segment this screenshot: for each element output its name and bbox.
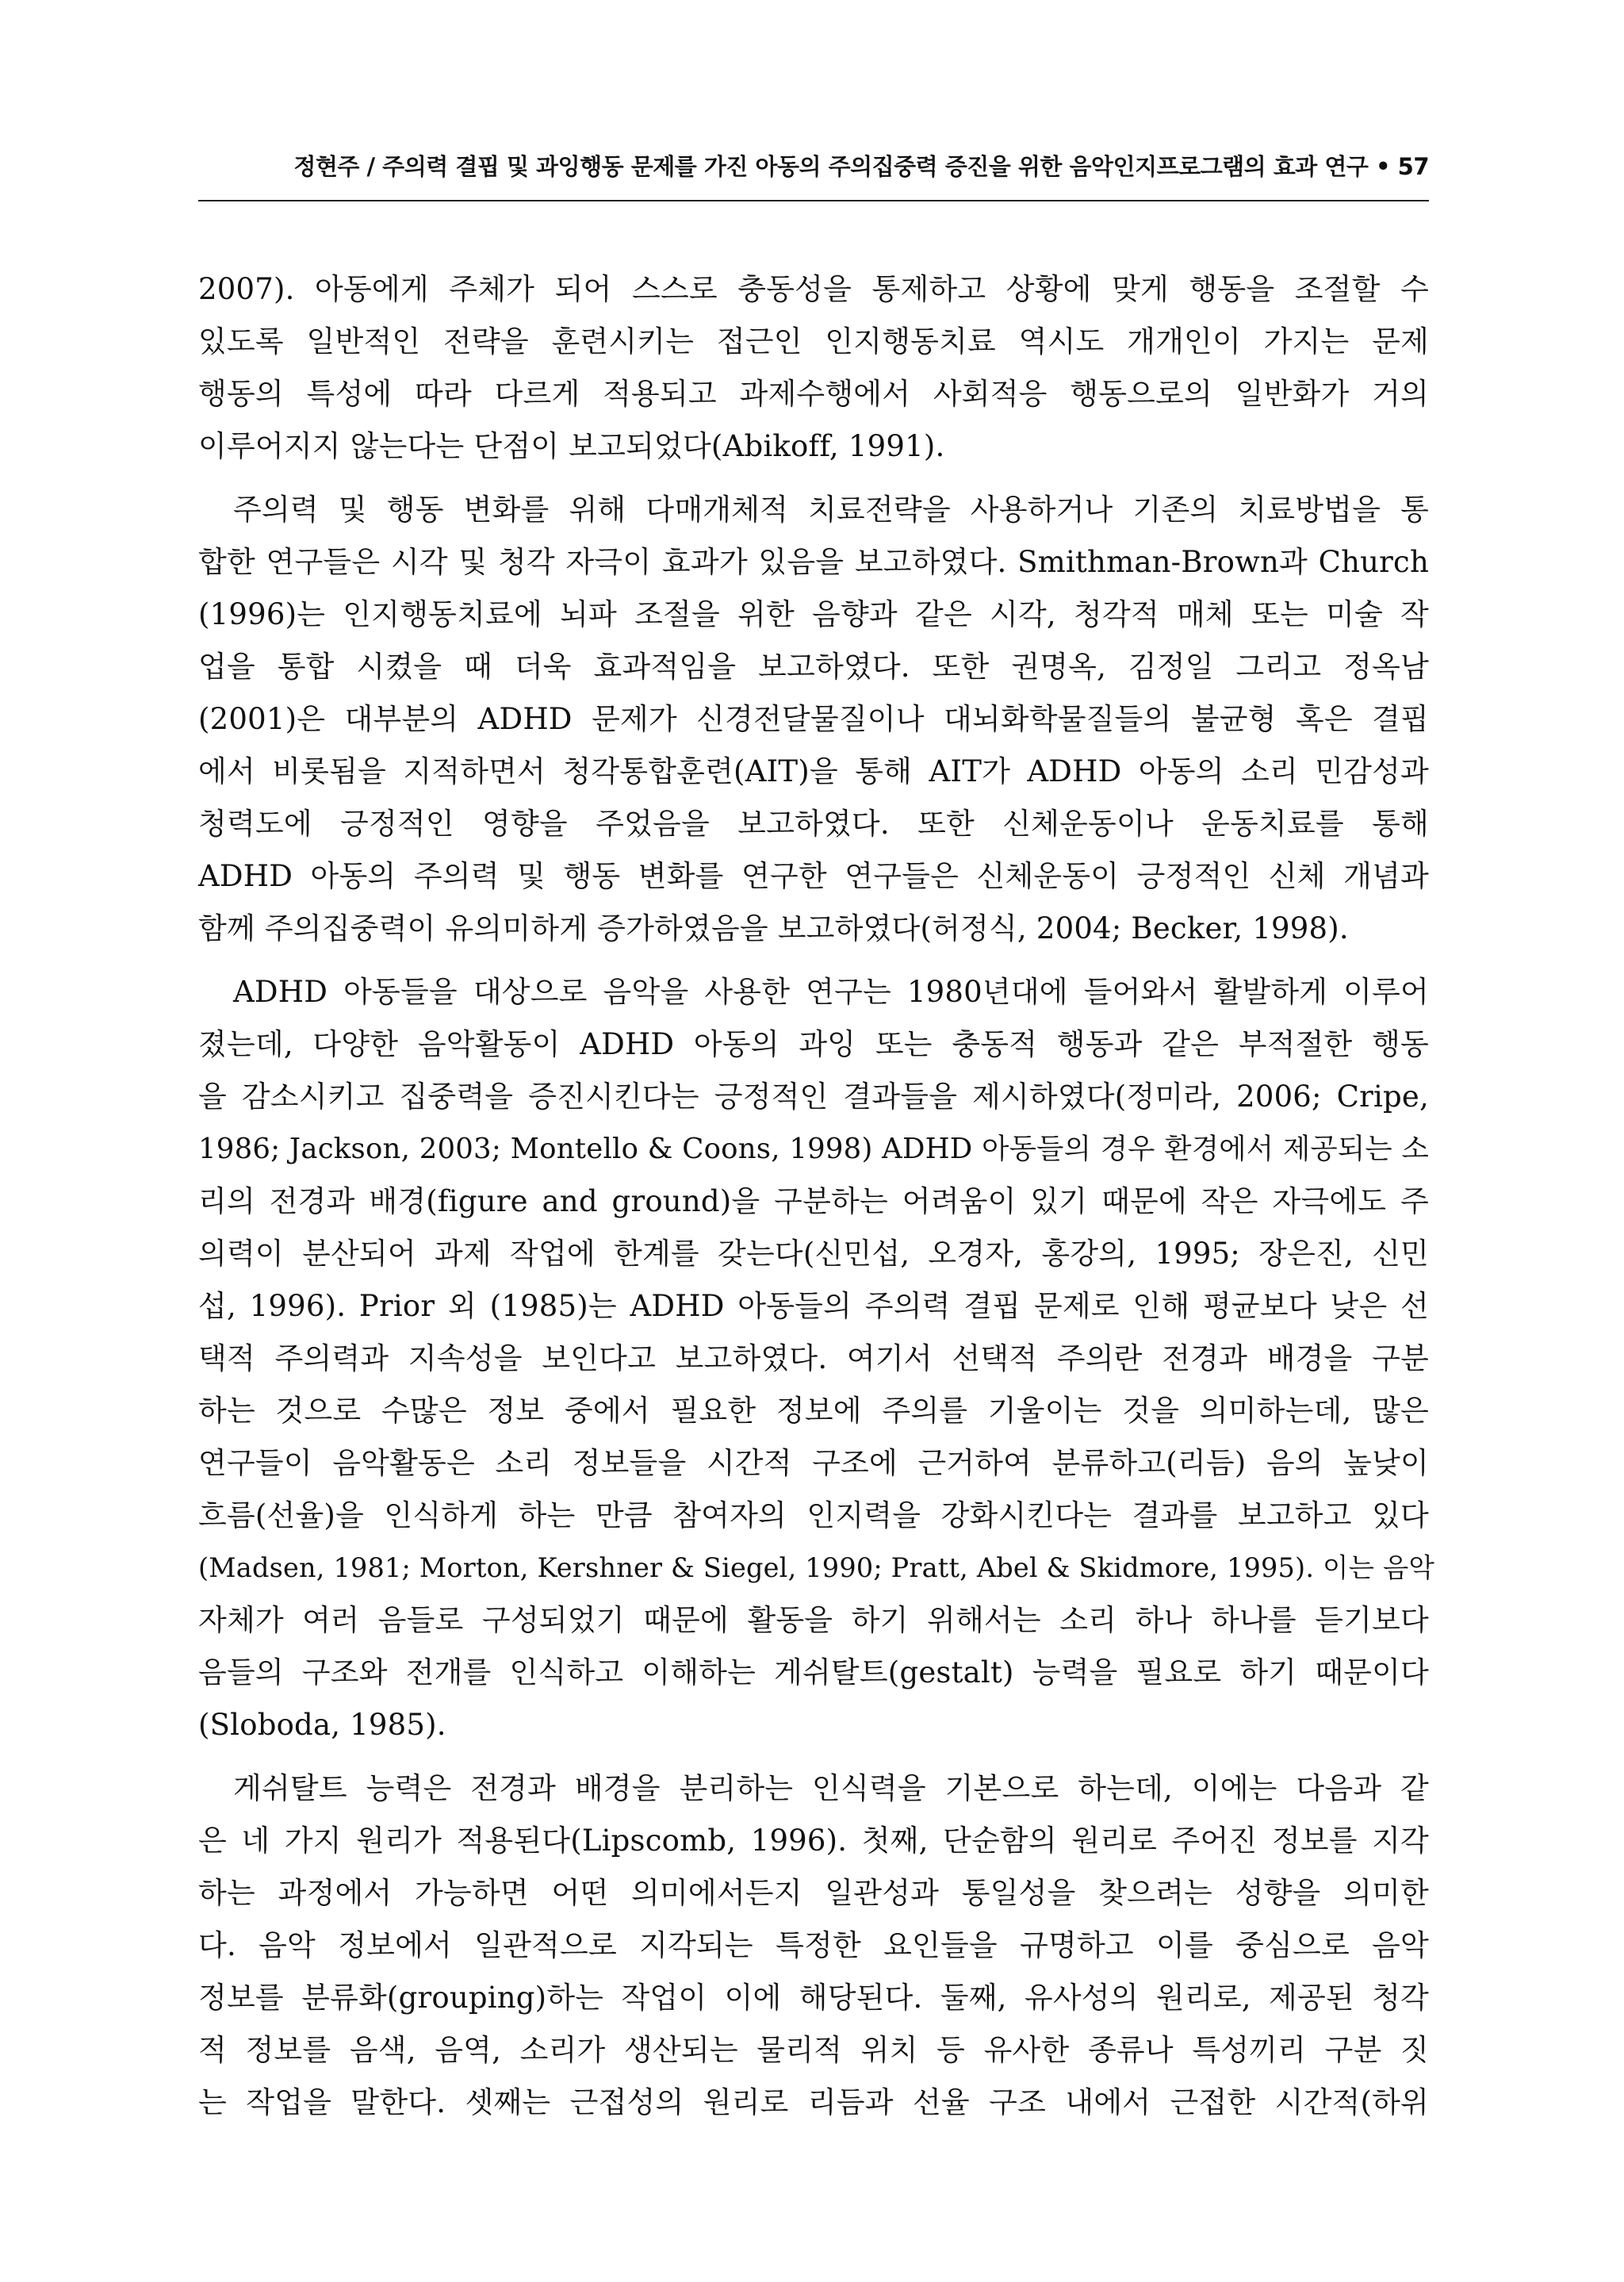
text-line: 은 네 가지 원리가 적용된다(Lipscomb, 1996). 첫째, 단순함의 원리로 주어진 정보를 지각 (198, 1824, 1429, 1858)
text-line: 졌는데, 다양한 음악활동이 ADHD 아동의 과잉 또는 충동적 행동과 같은 부적절한 행동 (198, 1027, 1429, 1061)
text-line: 는 작업을 말한다. 셋째는 근접성의 원리로 리듬과 선율 구조 내에서 근접한 시간적(하위 (198, 2085, 1429, 2119)
text-line: 업을 통합 시켰을 때 더욱 효과적임을 보고하였다. 또한 권명옥, 김정일 그리고 정옥남 (198, 650, 1429, 684)
text-line: 다. 음악 정보에서 일관적으로 지각되는 특정한 요인들을 규명하고 이를 중심으로 음악 (198, 1928, 1429, 1962)
text-line: 게쉬탈트 능력은 전경과 배경을 분리하는 인식력을 기본으로 하는데, 이에는 다음과 같 (233, 1771, 1429, 1805)
text-line: 에서 비롯됨을 지적하면서 청각통합훈련(AIT)을 통해 AIT가 ADHD 아동의 소리 민감성과 (198, 754, 1429, 788)
text-line: 함께 주의집중력이 유의미하게 증가하였음을 보고하였다(허정식, 2004; Becker, 1998). (198, 911, 1349, 945)
text-line: 연구들이 음악활동은 소리 정보들을 시간적 구조에 근거하여 분류하고(리듬) 음의 높낮이 (198, 1446, 1429, 1480)
text-line: 하는 과정에서 가능하면 어떤 의미에서든지 일관성과 통일성을 찾으려는 성향을 의미한 (198, 1876, 1429, 1910)
text-line: 의력이 분산되어 과제 작업에 한계를 갖는다(신민섭, 오경자, 홍강의, 1995; 장은진, 신민 (198, 1237, 1429, 1271)
text-line: 적 정보를 음색, 음역, 소리가 생산되는 물리적 위치 등 유사한 종류나 특성끼리 구분 짓 (198, 2033, 1429, 2067)
text-line: (2001)은 대부분의 ADHD 문제가 신경전달물질이나 대뇌화학물질들의 불균형 혹은 결핍 (198, 702, 1429, 736)
header-rule (198, 200, 1429, 201)
paragraph-2 (198, 484, 1429, 955)
text-line: 하는 것으로 수많은 정보 중에서 필요한 정보에 주의를 기울이는 것을 의미하는데, 많은 (198, 1394, 1429, 1428)
text-line: (1996)는 인지행동치료에 뇌파 조절을 위한 음향과 같은 시각, 청각적 매체 또는 미술 작 (198, 597, 1429, 631)
paragraph-4 (198, 1762, 1429, 2129)
text-line: 행동의 특성에 따라 다르게 적용되고 과제수행에서 사회적응 행동으로의 일반화가 거의 (198, 377, 1429, 411)
text-line: 택적 주의력과 지속성을 보인다고 보고하였다. 여기서 선택적 주의란 전경과 배경을 구분 (198, 1341, 1429, 1375)
text-line: 있도록 일반적인 전략을 훈련시키는 접근인 인지행동치료 역시도 개개인이 가지는 문제 (198, 324, 1429, 359)
text-line: 을 감소시키고 집중력을 증진시킨다는 긍정적인 결과들을 제시하였다(정미라, 2006; Cripe, (198, 1080, 1429, 1114)
text-line: 이루어지지 않는다는 단점이 보고되었다(Abikoff, 1991). (198, 429, 945, 463)
text-line: 정보를 분류화(grouping)하는 작업이 이에 해당된다. 둘째, 유사성의 원리로, 제공된 청각 (198, 1981, 1429, 2015)
text-line: 음들의 구조와 전개를 인식하고 이해하는 게쉬탈트(gestalt) 능력을 필요로 하기 때문이다 (198, 1655, 1429, 1689)
text-line: 청력도에 긍정적인 영향을 주었음을 보고하였다. 또한 신체운동이나 운동치료를 통해 (198, 807, 1429, 841)
running-head: 정현주 / 주의력 결핍 및 과잉행동 문제를 가진 아동의 주의집중력 증진을 위한 음악인지프로그램의 효과 연구 • 57 (293, 153, 1429, 180)
paragraph-3 (198, 966, 1435, 1751)
text-line: 리의 전경과 배경(figure and ground)을 구분하는 어려움이 있기 때문에 작은 자극에도 주 (198, 1184, 1429, 1218)
text-line: 섭, 1996). Prior 외 (1985)는 ADHD 아동들의 주의력 결핍 문제로 인해 평균보다 낮은 선 (198, 1289, 1429, 1323)
text-line: ADHD 아동의 주의력 및 행동 변화를 연구한 연구들은 신체운동이 긍정적인 신체 개념과 (198, 859, 1429, 893)
text-line: 흐름(선율)을 인식하게 하는 만큼 참여자의 인지력을 강화시킨다는 결과를 보고하고 있다 (198, 1498, 1429, 1532)
paragraph-1 (198, 263, 1429, 473)
body-text (198, 263, 1435, 2129)
text-line: 1986; Jackson, 2003; Montello & Coons, 1998) ADHD 아동들의 경우 환경에서 제공되는 소 (198, 1133, 1429, 1165)
text-line: 주의력 및 행동 변화를 위해 다매개체적 치료전략을 사용하거나 기존의 치료방법을 통 (233, 493, 1429, 527)
text-line: 2007). 아동에게 주체가 되어 스스로 충동성을 통제하고 상황에 맞게 행동을 조절할 수 (198, 272, 1429, 306)
text-line: ADHD 아동들을 대상으로 음악을 사용한 연구는 1980년대에 들어와서 활발하게 이루어 (233, 975, 1429, 1009)
text-line: (Madsen, 1981; Morton, Kershner & Siegel, 1990; Pratt, Abel & Skidmore, 1995). 이는 음악 (198, 1552, 1435, 1583)
text-line: 합한 연구들은 시각 및 청각 자극이 효과가 있음을 보고하였다. Smithman-Brown과 Church (198, 545, 1429, 579)
text-line: (Sloboda, 1985). (198, 1708, 446, 1742)
text-line: 자체가 여러 음들로 구성되었기 때문에 활동을 하기 위해서는 소리 하나 하나를 듣기보다 (198, 1603, 1429, 1637)
